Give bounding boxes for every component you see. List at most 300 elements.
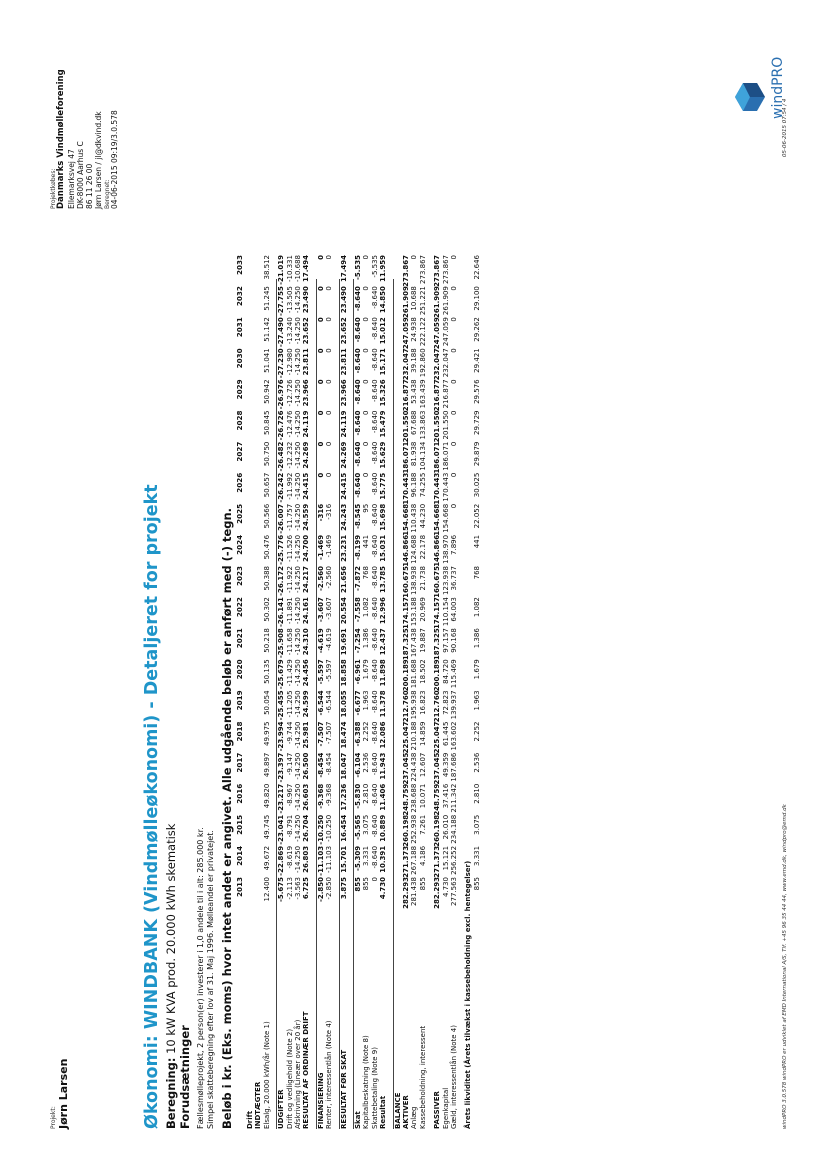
value-cell: 50.845	[262, 410, 271, 435]
value-cell: 181.688	[410, 659, 419, 689]
value-cell: -14.250	[294, 659, 302, 687]
value-cell: 50.388	[262, 566, 271, 591]
calculation-label: Beregning:	[164, 1057, 178, 1129]
value-cell: 1.679	[472, 659, 481, 680]
value-cell: 11.378	[379, 690, 388, 718]
value-cell: 281.438	[410, 877, 419, 906]
value-cell: -8.640	[370, 410, 379, 434]
table-row	[433, 255, 442, 1129]
value-cell: 216.877	[402, 379, 410, 412]
value-cell: 25.981	[302, 721, 311, 749]
value-cell: -14.250	[294, 534, 302, 562]
value-cell: -8.640	[370, 752, 379, 776]
value-cell: 146.866	[402, 534, 410, 567]
value-cell: 154.668	[433, 503, 442, 536]
value-cell: 3.331	[472, 845, 481, 866]
value-cell: 15.031	[379, 534, 388, 562]
value-cell: 20.554	[339, 597, 348, 625]
value-cell: -14.250	[294, 783, 302, 811]
year-cell: 2027	[235, 441, 244, 462]
value-cell: -5.309	[354, 845, 362, 871]
value-cell: -1.469	[316, 534, 325, 560]
value-cell: 0	[325, 317, 334, 322]
value-cell: 195.938	[410, 690, 419, 720]
value-cell: -8.640	[370, 721, 379, 745]
value-cell: 24.119	[339, 410, 348, 438]
value-cell: 10.071	[418, 783, 427, 809]
value-cell: -8.640	[354, 441, 362, 467]
value-cell: -23.041	[277, 814, 286, 845]
value-cell: 200.189	[402, 659, 410, 692]
value-cell: 0	[450, 348, 458, 353]
value-cell: -25.776	[277, 534, 286, 565]
value-cell: 273.867	[402, 255, 410, 287]
value-cell: -8.640	[370, 441, 379, 465]
value-cell: -7.507	[316, 721, 325, 747]
windpro-logo-icon	[735, 83, 765, 111]
value-cell: 192.860	[418, 348, 427, 378]
value-cell: 0	[362, 441, 371, 447]
value-cell: 0	[325, 348, 334, 353]
year-cell: 2032	[235, 286, 244, 307]
value-cell: 0	[316, 472, 325, 478]
windpro-logo	[735, 83, 769, 111]
value-cell: -7.872	[354, 566, 362, 592]
value-cell: 260.198	[433, 814, 442, 847]
value-cell: 146.866	[433, 534, 442, 567]
table-row	[370, 255, 379, 1129]
value-cell: -5.597	[316, 659, 325, 685]
value-cell: 2.536	[472, 752, 481, 773]
row-label: Renter, interessentlån (Note 4)	[325, 1020, 334, 1129]
computed-date: 04-06-2015 09:19/3.0.578	[110, 110, 119, 209]
value-cell: 21.738	[418, 566, 427, 591]
table-row	[277, 255, 286, 1129]
value-cell: 29.262	[472, 317, 481, 342]
value-cell: -13.505	[285, 286, 294, 314]
value-cell: 53.438	[410, 379, 419, 404]
value-cell: -8.619	[285, 845, 294, 869]
value-cell: 154.668	[402, 503, 410, 536]
value-cell: 0	[316, 317, 325, 323]
value-cell: -26.007	[277, 503, 286, 534]
value-cell: -4.619	[325, 628, 334, 651]
value-cell: 23.811	[339, 348, 348, 376]
footer-date: 05-06-2015 07:54 / 4	[782, 98, 788, 157]
value-cell: 225.047	[433, 721, 442, 754]
value-cell: -25.455	[277, 690, 286, 721]
value-cell: 26.500	[302, 752, 311, 780]
value-cell: 212.760	[433, 690, 442, 723]
value-cell: -8.640	[354, 348, 362, 374]
value-cell: 271.373	[402, 845, 410, 878]
value-cell: -14.250	[294, 472, 302, 500]
value-cell: -11.922	[285, 566, 294, 594]
value-cell: 0	[450, 379, 458, 384]
value-cell: 17.494	[302, 255, 311, 283]
value-cell: -6.677	[354, 690, 362, 716]
value-cell: 855	[354, 877, 362, 892]
value-cell: -316	[316, 503, 325, 522]
economy-table	[236, 129, 566, 1129]
value-cell: 0	[362, 472, 371, 478]
value-cell: 0	[316, 379, 325, 385]
prerequisites-line1: Fællesmølleprojekt, 2 person(er) investerer i 1,0 andele til i alt: 285.000 kr.	[196, 827, 205, 1129]
table-row	[402, 255, 410, 1129]
row-label: Drift	[246, 1110, 254, 1129]
value-cell: 81.938	[410, 441, 419, 467]
value-cell: 29.729	[472, 410, 481, 435]
year-cell: 2029	[235, 379, 244, 400]
value-cell: 17.236	[339, 783, 348, 811]
value-cell: 124.688	[410, 534, 419, 564]
value-cell: -11.103	[316, 845, 325, 876]
row-label: UDGIFTER	[277, 1089, 286, 1129]
value-cell: 271.373	[433, 845, 442, 878]
value-cell: 3.875	[339, 877, 348, 900]
value-cell: 0	[325, 379, 334, 384]
value-cell: 167.438	[410, 628, 419, 658]
value-cell: -2.113	[285, 877, 294, 900]
value-cell: 12.996	[379, 597, 388, 625]
table-row	[246, 279, 254, 1129]
value-cell: 273.867	[418, 255, 427, 284]
year-cell: 2024	[235, 534, 244, 555]
value-cell: 138.970	[441, 534, 450, 564]
value-cell: -2.560	[325, 566, 334, 589]
value-cell: 238.688	[410, 783, 419, 813]
value-cell: -10.688	[294, 255, 302, 283]
value-cell: 3.331	[362, 845, 371, 866]
year-cell: 2026	[235, 472, 244, 493]
value-cell: 163.602	[450, 721, 458, 751]
value-cell: 49.672	[262, 845, 271, 871]
value-cell: 170.443	[433, 472, 442, 505]
row-label: BALANCE	[393, 1092, 402, 1129]
value-cell: -12.726	[285, 379, 294, 407]
value-cell: 123.938	[441, 566, 450, 595]
table-row	[325, 255, 334, 1129]
value-cell: 0	[450, 472, 458, 478]
value-cell: 216.877	[433, 379, 442, 412]
value-cell: 441	[362, 534, 371, 549]
value-cell: 247.059	[441, 317, 450, 347]
value-cell: 0	[450, 410, 458, 415]
value-cell: -11.992	[285, 472, 294, 500]
value-cell: -11.526	[285, 534, 294, 562]
value-cell: 10.889	[379, 814, 388, 842]
value-cell: 2.252	[472, 721, 481, 742]
table-row	[394, 279, 402, 1129]
footer-text: windPRO 3.0.578 windPRO er udviklet af EMD International A/S, Tlf. +45 96 35 44 44, www.emd.dk, windpro@emd.dk	[782, 804, 788, 1129]
value-cell: 768	[362, 566, 371, 580]
row-label: RESULTAT AF ORDINÆR DRIFT	[302, 1011, 311, 1129]
year-cell: 2017	[235, 752, 244, 773]
value-cell: 50.135	[262, 659, 271, 684]
value-cell: 12.400	[262, 877, 271, 902]
row-label: Elsalg, 20.000 kWh/år (Note 1)	[262, 1021, 271, 1129]
value-cell: -8.640	[370, 690, 379, 713]
value-cell: -7.254	[354, 628, 362, 654]
value-cell: -12.980	[285, 348, 294, 376]
value-cell: 4.186	[418, 845, 427, 866]
value-cell: -6.544	[316, 690, 325, 716]
table-row	[472, 255, 481, 1129]
table-heading: Beløb i kr. (Eks. moms) hvor intet andet er angivet. Alle udgående beløb er anført med (-) tegn.	[220, 507, 234, 1129]
value-cell: 3.075	[362, 814, 371, 835]
value-cell: 24.599	[302, 690, 311, 718]
row-label: Resultat	[379, 1095, 388, 1129]
value-cell: -8.967	[285, 783, 294, 807]
value-cell: 139.937	[450, 690, 458, 720]
year-cell: 2015	[235, 814, 244, 835]
value-cell: 211.342	[450, 783, 458, 813]
value-cell: 0	[450, 255, 458, 260]
value-cell: 21.656	[339, 566, 348, 594]
value-cell: 50.942	[262, 379, 271, 404]
buyer-label: Projektkøbes:	[50, 168, 57, 209]
value-cell: 154.668	[441, 503, 450, 533]
value-cell: -8.199	[354, 534, 362, 560]
value-cell: 24.217	[302, 566, 311, 594]
value-cell: -8.454	[325, 752, 334, 776]
project-label: Projekt:	[50, 1106, 57, 1129]
value-cell: 15.629	[379, 441, 388, 469]
value-cell: 0	[362, 348, 371, 353]
value-cell: 0	[450, 317, 458, 322]
row-label: Årets likviditet (Årets tilvækst i kassebeholdning excl. hentegelser)	[464, 860, 473, 1129]
contact: Jørn Larsen / jl@dkvind.dk	[94, 111, 103, 209]
value-cell: -8.640	[354, 379, 362, 405]
value-cell: 261.909	[402, 286, 410, 318]
year-cell: 2020	[235, 659, 244, 680]
value-cell: -9.744	[285, 721, 294, 745]
row-label: Gæld, interessentlån (Note 4)	[450, 1025, 458, 1129]
value-cell: -11.891	[285, 597, 294, 625]
value-cell: 51.142	[262, 317, 271, 342]
year-cell: 2014	[235, 845, 244, 866]
value-cell: -6.544	[325, 690, 334, 713]
value-cell: -8.640	[354, 410, 362, 436]
value-cell: 110.154	[441, 597, 450, 627]
value-cell: 187.325	[433, 628, 442, 661]
value-cell: 50.657	[262, 472, 271, 498]
value-cell: -26.141	[277, 597, 286, 628]
value-cell: 0	[325, 441, 334, 447]
row-label: AKTIVER	[402, 1095, 410, 1129]
windpro-logo-text: windPRO	[770, 56, 786, 119]
table-row	[464, 279, 472, 1129]
row-label: Skat	[354, 1111, 362, 1129]
value-cell: 187.325	[402, 628, 410, 661]
value-cell: -9.368	[325, 783, 334, 807]
value-cell: 0	[362, 410, 371, 415]
value-cell: -3.607	[316, 597, 325, 623]
table-row	[316, 255, 325, 1129]
value-cell: 222.122	[418, 317, 427, 347]
value-cell: -8.640	[354, 472, 362, 498]
value-cell: 1.386	[472, 628, 481, 649]
value-cell: -26.976	[277, 379, 286, 410]
value-cell: -27.230	[277, 348, 286, 379]
table-row	[339, 255, 348, 1129]
value-cell: 19.887	[418, 628, 427, 653]
value-cell: 24.938	[410, 317, 419, 342]
value-cell: 26.704	[302, 814, 311, 842]
value-cell: 768	[472, 566, 481, 580]
value-cell: 51.041	[262, 348, 271, 373]
value-cell: 187.686	[450, 752, 458, 782]
value-cell: 0	[362, 317, 371, 322]
value-cell: 441	[472, 534, 481, 549]
value-cell: -5.565	[354, 814, 362, 840]
value-cell: 18.474	[339, 721, 348, 749]
value-cell: 260.198	[402, 814, 410, 847]
table-row	[410, 255, 419, 1129]
value-cell: -14.250	[294, 628, 302, 656]
row-label: Egenkapital	[441, 1087, 450, 1129]
value-cell: -14.250	[294, 690, 302, 718]
value-cell: 110.438	[410, 503, 419, 533]
value-cell: -23.994	[277, 721, 286, 752]
value-cell: -8.640	[370, 503, 379, 527]
value-cell: 0	[316, 348, 325, 354]
value-cell: 24.269	[302, 441, 311, 469]
value-cell: -5.535	[354, 255, 362, 281]
row-label: PASSIVER	[433, 1091, 442, 1129]
value-cell: 24.310	[302, 628, 311, 656]
value-cell: -14.250	[294, 752, 302, 780]
value-cell: 201.550	[441, 410, 450, 440]
value-cell: 1.082	[472, 597, 481, 618]
value-cell: 12.086	[379, 721, 388, 749]
value-cell: -7.558	[354, 597, 362, 623]
value-cell: -9.147	[285, 752, 294, 776]
value-cell: -14.250	[294, 286, 302, 314]
value-cell: -7.507	[325, 721, 334, 745]
value-cell: 24.415	[339, 472, 348, 500]
value-cell: 23.652	[302, 317, 311, 345]
prerequisites-heading: Forudsætninger	[178, 1025, 192, 1129]
year-header-row	[235, 255, 244, 1129]
value-cell: 15.326	[379, 379, 388, 407]
value-cell: 0	[450, 503, 458, 509]
table-row	[418, 255, 427, 1129]
value-cell: 90.168	[450, 628, 458, 653]
value-cell: -14.250	[294, 348, 302, 376]
address-line1: Ellemarksvej 47	[67, 149, 76, 209]
value-cell: 153.188	[410, 597, 419, 627]
value-cell: -8.640	[370, 566, 379, 589]
value-cell: -8.640	[370, 472, 379, 496]
value-cell: -2.850	[325, 877, 334, 900]
value-cell: 24.559	[302, 503, 311, 531]
value-cell: 15.171	[379, 348, 388, 376]
value-cell: -14.250	[294, 441, 302, 469]
value-cell: 160.675	[433, 566, 442, 598]
value-cell: 50.566	[262, 503, 271, 529]
value-cell: 23.811	[302, 348, 311, 376]
calculation-text: 10 kW KVA prod. 20.000 kWh skematisk	[164, 823, 178, 1054]
value-cell: 97.157	[441, 628, 450, 653]
value-cell: 29.576	[472, 379, 481, 404]
value-cell: 1.679	[362, 659, 371, 680]
value-cell: 4.730	[441, 877, 450, 898]
value-cell: 29.421	[472, 348, 481, 373]
value-cell: 37.416	[441, 783, 450, 809]
value-cell: 23.652	[339, 317, 348, 345]
value-cell: 0	[316, 441, 325, 447]
value-cell: 17.494	[339, 255, 348, 283]
table-row	[450, 255, 458, 1129]
value-cell: 12.607	[418, 752, 427, 778]
value-cell: 84.720	[441, 659, 450, 684]
value-cell: 15.775	[379, 472, 388, 500]
value-cell: -8.640	[370, 348, 379, 371]
value-cell: -11.757	[285, 503, 294, 531]
value-cell: 163.439	[418, 379, 427, 409]
row-label: Skattebetaling (Note 9)	[370, 1047, 379, 1129]
value-cell: 855	[472, 877, 481, 891]
value-cell: -14.250	[294, 566, 302, 594]
prerequisites-line2: Simpel skatteberegning efter lov af 31. Maj 1996. Mølleandel er privatejet.	[206, 830, 215, 1129]
value-cell: -27.755	[277, 286, 286, 317]
value-cell: -10.250	[316, 814, 325, 845]
value-cell: 15.012	[379, 317, 388, 345]
year-cell: 2022	[235, 597, 244, 618]
value-cell: -3.607	[325, 597, 334, 620]
value-cell: 273.867	[441, 255, 450, 284]
value-cell: 0	[325, 286, 334, 291]
phone: 86 11 26 00	[85, 163, 94, 209]
value-cell: 0	[362, 286, 371, 291]
value-cell: 18.858	[339, 659, 348, 687]
value-cell: -8.640	[354, 317, 362, 343]
value-cell: -8.640	[370, 379, 379, 402]
value-cell: 0	[325, 255, 334, 260]
value-cell: 0	[325, 410, 334, 415]
value-cell: 1.082	[362, 597, 371, 618]
value-cell: 186.071	[433, 441, 442, 474]
value-cell: 11.943	[379, 752, 388, 780]
value-cell: 0	[370, 877, 379, 882]
value-cell: 200.189	[433, 659, 442, 692]
value-cell: 2.810	[472, 783, 481, 804]
value-cell: 50.476	[262, 534, 271, 560]
value-cell: -27.490	[277, 317, 286, 348]
year-cell: 2013	[235, 877, 244, 898]
row-label: Kapitalbeskatning (Note 8)	[362, 1035, 371, 1129]
value-cell: 16.823	[418, 690, 427, 715]
year-cell: 2033	[235, 255, 244, 276]
value-cell: 232.047	[433, 348, 442, 381]
value-cell: 20.969	[418, 597, 427, 622]
value-cell: 24.243	[339, 503, 348, 531]
value-cell: 23.966	[339, 379, 348, 407]
value-cell: -14.250	[294, 410, 302, 438]
value-cell: 49.820	[262, 783, 271, 809]
value-cell: -8.640	[370, 845, 379, 869]
value-cell: 24.161	[302, 597, 311, 625]
calculation-line	[164, 824, 178, 1129]
row-label: RESULTAT FØR SKAT	[339, 1049, 348, 1129]
value-cell: -14.250	[294, 721, 302, 749]
year-cell: 2031	[235, 317, 244, 338]
value-cell: 22.178	[418, 534, 427, 560]
value-cell: -26.726	[277, 410, 286, 441]
value-cell: 0	[316, 255, 325, 260]
value-cell: 72.823	[441, 690, 450, 715]
